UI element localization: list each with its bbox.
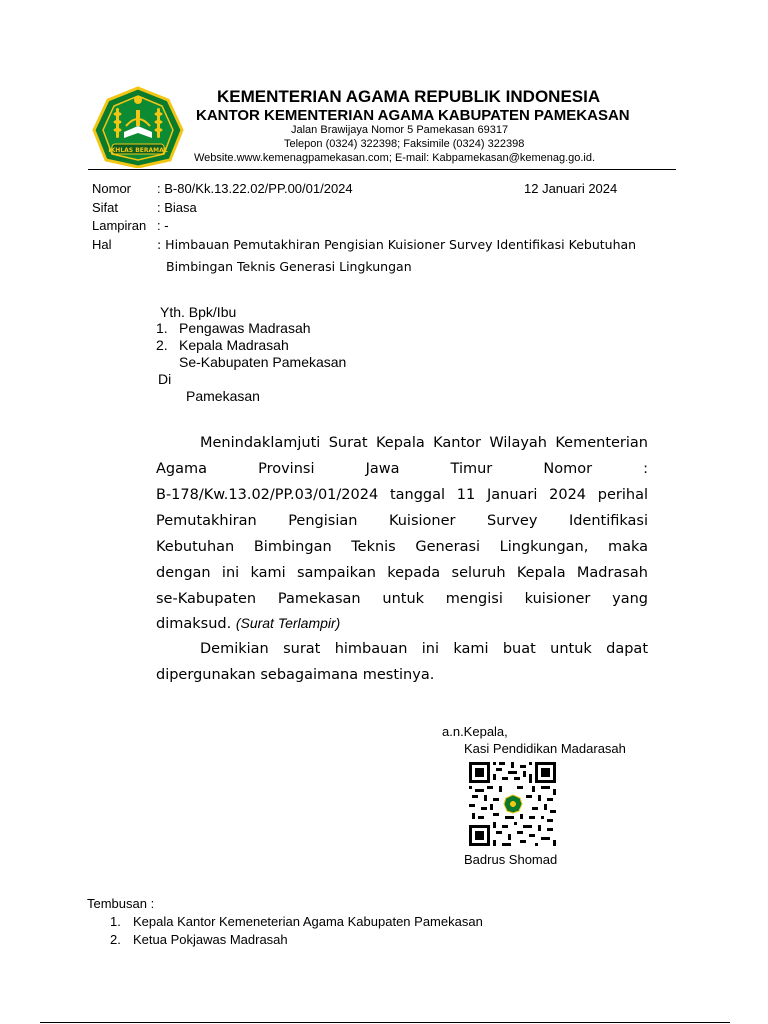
recipient-di: Di [158,371,172,387]
lampiran-value: : - [157,218,169,233]
p1-line: dengan ini kami sampaikan kepada seluruh Kepala Madrasah [156,565,648,581]
signature-an: a.n.Kepala, [442,724,508,739]
tembusan-item-1-num: 1. [110,914,121,929]
recipient-item-1-num: 1. [156,320,168,336]
lampiran-label: Lampiran [92,218,147,233]
recipient-item-1: Pengawas Madrasah [179,320,311,336]
office-address: Jalan Brawijaya Nomor 5 Pamekasan 69317 [291,124,509,136]
qr-code [469,762,556,846]
tembusan-item-2-num: 2. [110,932,121,947]
recipient-region: Se-Kabupaten Pamekasan [179,354,347,370]
hal-line-2: Bimbingan Teknis Generasi Lingkungan [166,259,412,274]
footer-divider [40,1022,730,1023]
ministry-logo [92,86,184,168]
p2-line-1: Demikian surat himbauan ini kami buat untuk dapat [200,641,648,657]
sifat-label: Sifat [92,200,119,215]
attachment-note: (Surat Terlampir) [235,615,341,631]
signature-title: Kasi Pendidikan Madarasah [464,741,626,756]
office-web: Website.www.kemenagpamekasan.com; E-mail: Kabpamekasan@kemenag.go.id. [194,152,596,164]
tembusan-item-2: Ketua Pokjawas Madrasah [133,932,288,947]
hal-line-1: : Himbauan Pemutakhiran Pengisian Kuisioner Survey Identifikasi Kebutuhan [157,237,637,252]
p1-line: Menindaklamjuti Surat Kepala Kantor Wilayah Kementerian [200,435,648,451]
p1-line: Kebutuhan Bimbingan Teknis Generasi Lingkungan, maka [156,539,648,555]
office-phone: Telepon (0324) 322398; Faksimile (0324) 322398 [284,138,525,150]
sifat-value: : Biasa [157,200,197,215]
office-name: KANTOR KEMENTERIAN AGAMA KABUPATEN PAMEKASAN [196,107,630,124]
recipient-salutation: Yth. Bpk/Ibu [160,304,237,320]
recipient-place: Pamekasan [186,388,260,404]
recipient-item-2: Kepala Madrasah [179,337,289,353]
p1-line: Agama Provinsi Jawa Timur Nomor : [156,461,648,477]
p1-line: B-178/Kw.13.02/PP.03/01/2024 tanggal 11 Januari 2024 perihal [156,487,648,503]
p1-line: Pemutakhiran Pengisian Kuisioner Survey Identifikasi [156,513,648,529]
p2-line-2: dipergunakan sebagaimana mestinya. [156,667,435,683]
p1-line: se-Kabupaten Pamekasan untuk mengisi kuisioner yang [156,591,648,607]
hal-label: Hal [92,237,112,252]
p1-last-line: dimaksud. [156,616,232,632]
header-divider [88,169,676,170]
tembusan-label: Tembusan : [87,896,155,911]
letter-date: 12 Januari 2024 [524,181,618,196]
nomor-value: : B-80/Kk.13.22.02/PP.00/01/2024 [157,181,353,196]
recipient-item-2-num: 2. [156,337,168,353]
signatory-name: Badrus Shomad [464,852,558,867]
logo-motto: IKHLAS BERAMAL [108,147,168,154]
tembusan-item-1: Kepala Kantor Kemeneterian Agama Kabupaten Pamekasan [133,914,483,929]
ministry-name: KEMENTERIAN AGAMA REPUBLIK INDONESIA [217,87,601,106]
nomor-label: Nomor [92,181,132,196]
